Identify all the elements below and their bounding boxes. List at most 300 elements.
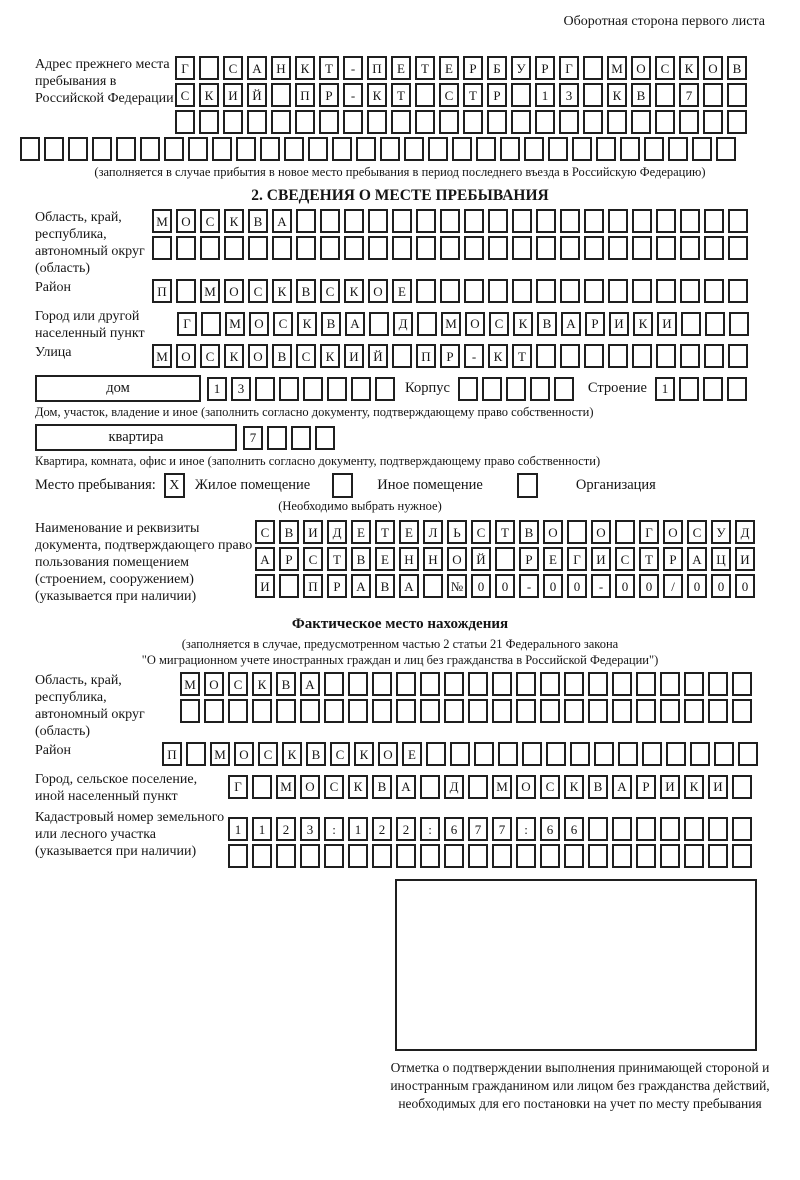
char-cell (260, 137, 280, 161)
char-cell (415, 110, 435, 134)
city-row (177, 312, 749, 336)
apartment-block (35, 424, 765, 451)
actual-city-block (35, 771, 765, 805)
char-cell: 6 (540, 817, 560, 841)
char-cell: П (416, 344, 436, 368)
actual-location-title: Фактическое место нахождения (291, 616, 509, 632)
stay-note: (Необходимо выбрать нужное) (278, 499, 442, 513)
char-cell (570, 742, 590, 766)
char-cell: С (248, 279, 268, 303)
char-cell (584, 344, 604, 368)
char-cell (164, 137, 184, 161)
char-cell: М (225, 312, 245, 336)
actual-region-label: Область, край, республика, автономный округ (область) (35, 673, 145, 739)
stay-option-label-other: Иное помещение (377, 477, 483, 493)
char-cell: И (609, 312, 629, 336)
char-cell: - (519, 574, 539, 598)
char-cell: 1 (228, 817, 248, 841)
char-cell (642, 742, 662, 766)
char-cell (620, 137, 640, 161)
char-cell: У (711, 520, 731, 544)
char-cell (660, 699, 680, 723)
char-cell (255, 377, 275, 401)
char-cell: С (273, 312, 293, 336)
char-cell (271, 83, 291, 107)
char-cell: С (200, 209, 220, 233)
char-cell: 7 (243, 426, 263, 450)
char-cell: 0 (687, 574, 707, 598)
char-cell (608, 279, 628, 303)
stay-option-checkbox-other (332, 473, 353, 498)
char-cell (560, 209, 580, 233)
char-cell (615, 520, 635, 544)
apartment-box-label: квартира (35, 424, 237, 451)
char-cell (327, 377, 347, 401)
char-cell (703, 377, 723, 401)
char-cell (546, 742, 566, 766)
char-cell (420, 775, 440, 799)
char-cell (300, 844, 320, 868)
char-cell (428, 137, 448, 161)
char-cell: 6 (444, 817, 464, 841)
char-cell: М (200, 279, 220, 303)
char-cell (44, 137, 64, 161)
char-cell (464, 236, 484, 260)
char-cell: Е (439, 56, 459, 80)
char-cell (506, 377, 526, 401)
section2-title: 2. СВЕДЕНИЯ О МЕСТЕ ПРЕБЫВАНИЯ (251, 187, 549, 204)
char-cell (416, 209, 436, 233)
char-cell (608, 236, 628, 260)
char-cell (201, 312, 221, 336)
char-cell (279, 574, 299, 598)
char-cell (380, 137, 400, 161)
char-cell: Г (177, 312, 197, 336)
char-cell: О (703, 56, 723, 80)
char-cell: Т (391, 83, 411, 107)
prev-address-note: (заполняется в случае прибытия в новое место пребывания в период последнего въезда в Российскую Федерацию) (94, 165, 706, 179)
actual-district-label: Район (35, 743, 71, 758)
cadastre-row-2 (228, 844, 752, 868)
char-cell (416, 236, 436, 260)
char-cell (632, 209, 652, 233)
char-cell (247, 110, 267, 134)
char-cell (228, 699, 248, 723)
char-cell (199, 110, 219, 134)
char-cell (212, 137, 232, 161)
char-cell: Д (735, 520, 755, 544)
char-cell: С (258, 742, 278, 766)
char-cell (536, 236, 556, 260)
char-cell: 7 (468, 817, 488, 841)
char-cell (476, 137, 496, 161)
char-cell (708, 817, 728, 841)
char-cell: М (180, 672, 200, 696)
char-cell (348, 699, 368, 723)
char-cell: 0 (495, 574, 515, 598)
char-cell: Г (559, 56, 579, 80)
char-cell: Р (535, 56, 555, 80)
char-cell (369, 312, 389, 336)
char-cell (564, 844, 584, 868)
char-cell: М (152, 344, 172, 368)
char-cell (636, 844, 656, 868)
char-cell (223, 110, 243, 134)
char-cell (344, 236, 364, 260)
char-cell (727, 110, 747, 134)
actual-district-row (162, 742, 758, 766)
region-block (35, 209, 765, 277)
document-row-3 (255, 574, 755, 598)
char-cell (417, 312, 437, 336)
char-cell: В (727, 56, 747, 80)
char-cell (372, 844, 392, 868)
char-cell (560, 236, 580, 260)
city-block (35, 308, 765, 342)
char-cell (272, 236, 292, 260)
char-cell: Р (663, 547, 683, 571)
char-cell (607, 110, 627, 134)
char-cell (324, 844, 344, 868)
char-cell: 0 (711, 574, 731, 598)
char-cell: 3 (231, 377, 251, 401)
char-cell (511, 110, 531, 134)
char-cell (392, 209, 412, 233)
char-cell (492, 844, 512, 868)
char-cell (732, 844, 752, 868)
char-cell (324, 699, 344, 723)
char-cell (728, 344, 748, 368)
char-cell: С (228, 672, 248, 696)
char-cell: К (224, 344, 244, 368)
char-cell (474, 742, 494, 766)
char-cell (228, 844, 248, 868)
char-cell: О (447, 547, 467, 571)
document-row-1 (255, 520, 755, 544)
prev-address-label: Адрес прежнего места пребывания в Российской Федерации (35, 57, 174, 106)
char-cell: К (320, 344, 340, 368)
char-cell (708, 699, 728, 723)
char-cell (536, 344, 556, 368)
char-cell: А (272, 209, 292, 233)
char-cell: О (543, 520, 563, 544)
char-cell: И (344, 344, 364, 368)
prev-address-block (35, 56, 765, 137)
char-cell (291, 426, 311, 450)
char-cell: С (655, 56, 675, 80)
char-cell: В (588, 775, 608, 799)
char-cell (188, 137, 208, 161)
char-cell (656, 344, 676, 368)
char-cell: Ь (447, 520, 467, 544)
char-cell (612, 672, 632, 696)
char-cell: Т (319, 56, 339, 80)
char-cell (444, 699, 464, 723)
char-cell (636, 699, 656, 723)
char-cell: А (612, 775, 632, 799)
cadastre-row-1 (228, 817, 752, 841)
char-cell (632, 279, 652, 303)
char-cell: И (660, 775, 680, 799)
char-cell (727, 377, 747, 401)
char-cell: В (519, 520, 539, 544)
char-cell: 2 (396, 817, 416, 841)
char-cell: Р (463, 56, 483, 80)
char-cell (583, 110, 603, 134)
document-row-2 (255, 547, 755, 571)
char-cell: Р (279, 547, 299, 571)
char-cell (708, 672, 728, 696)
corner-note: Оборотная сторона первого листа (563, 14, 765, 29)
char-cell: 1 (252, 817, 272, 841)
stamp-caption: Отметка о подтверждении выполнения принимающей стороной и иностранным гражданином или лицом без гражданства действий, необходимых для его постановки на учет по месту пребывания (390, 1060, 770, 1111)
char-cell (320, 209, 340, 233)
district-label: Район (35, 280, 71, 295)
char-cell (296, 209, 316, 233)
char-cell (536, 209, 556, 233)
char-cell (284, 137, 304, 161)
char-cell (588, 699, 608, 723)
char-cell (392, 236, 412, 260)
char-cell: О (368, 279, 388, 303)
char-cell (308, 137, 328, 161)
stamp-box (395, 879, 757, 1051)
char-cell (236, 137, 256, 161)
char-cell (303, 377, 323, 401)
char-cell (420, 699, 440, 723)
actual-region-block (35, 672, 765, 740)
char-cell (444, 672, 464, 696)
char-cell (320, 236, 340, 260)
char-cell (535, 110, 555, 134)
char-cell (356, 137, 376, 161)
char-cell (468, 699, 488, 723)
char-cell (516, 672, 536, 696)
char-cell (522, 742, 542, 766)
char-cell (680, 236, 700, 260)
char-cell (660, 817, 680, 841)
char-cell: 0 (471, 574, 491, 598)
apartment-note: Квартира, комната, офис и иное (заполнить согласно документу, подтверждающему право собственности) (35, 454, 601, 468)
char-cell (492, 699, 512, 723)
char-cell: К (272, 279, 292, 303)
street-row (152, 344, 748, 368)
char-cell (732, 775, 752, 799)
char-cell: К (348, 775, 368, 799)
char-cell: Р (519, 547, 539, 571)
char-cell: 0 (639, 574, 659, 598)
char-cell (488, 279, 508, 303)
char-cell: О (224, 279, 244, 303)
char-cell (439, 110, 459, 134)
char-cell (728, 236, 748, 260)
char-cell: 3 (300, 817, 320, 841)
char-cell (631, 110, 651, 134)
char-cell (224, 236, 244, 260)
stay-option-label-organization: Организация (575, 477, 656, 493)
char-cell (636, 817, 656, 841)
char-cell (152, 236, 172, 260)
char-cell: О (176, 344, 196, 368)
char-cell (632, 344, 652, 368)
char-cell: : (516, 817, 536, 841)
char-cell: 1 (655, 377, 675, 401)
char-cell (727, 83, 747, 107)
char-cell (705, 312, 725, 336)
char-cell (344, 209, 364, 233)
document-label: Наименование и реквизиты документа, подтверждающего право пользования помещением (строением, сооружением) (указывается при наличии) (35, 521, 253, 604)
char-cell (368, 209, 388, 233)
char-cell (703, 83, 723, 107)
char-cell (540, 844, 560, 868)
prev-address-row-1 (175, 56, 747, 80)
char-cell (679, 110, 699, 134)
char-cell: / (663, 574, 683, 598)
char-cell (516, 699, 536, 723)
char-cell (632, 236, 652, 260)
char-cell (583, 56, 603, 80)
char-cell (703, 110, 723, 134)
char-cell: В (276, 672, 296, 696)
char-cell (684, 844, 704, 868)
char-cell (68, 137, 88, 161)
char-cell: Г (228, 775, 248, 799)
char-cell (560, 279, 580, 303)
char-cell (415, 83, 435, 107)
char-cell: Т (463, 83, 483, 107)
char-cell: Ц (711, 547, 731, 571)
char-cell: Й (471, 547, 491, 571)
char-cell: Р (487, 83, 507, 107)
char-cell (488, 236, 508, 260)
char-cell: 7 (492, 817, 512, 841)
char-cell: Г (567, 547, 587, 571)
char-cell: 1 (207, 377, 227, 401)
actual-location-note-2: "О миграционном учете иностранных граждан и лиц без гражданства в Российской Федерации") (141, 653, 659, 667)
char-cell (396, 844, 416, 868)
char-cell: К (199, 83, 219, 107)
char-cell (351, 377, 371, 401)
char-cell: О (248, 344, 268, 368)
char-cell: У (511, 56, 531, 80)
region-row-1 (152, 209, 748, 233)
char-cell: 1 (348, 817, 368, 841)
char-cell (612, 844, 632, 868)
char-cell (375, 377, 395, 401)
char-cell (572, 137, 592, 161)
char-cell: В (248, 209, 268, 233)
char-cell: А (247, 56, 267, 80)
char-cell (300, 699, 320, 723)
char-cell: П (367, 56, 387, 80)
char-cell (492, 672, 512, 696)
house-block (35, 375, 765, 402)
char-cell (252, 844, 272, 868)
char-cell: Д (393, 312, 413, 336)
char-cell (343, 110, 363, 134)
char-cell (530, 377, 550, 401)
char-cell (495, 547, 515, 571)
char-cell: М (210, 742, 230, 766)
char-cell: А (687, 547, 707, 571)
char-cell: И (657, 312, 677, 336)
char-cell: Р (319, 83, 339, 107)
char-cell: Т (495, 520, 515, 544)
char-cell (588, 817, 608, 841)
char-cell (656, 236, 676, 260)
char-cell (679, 377, 699, 401)
char-cell: И (303, 520, 323, 544)
char-cell (296, 236, 316, 260)
char-cell: Т (639, 547, 659, 571)
char-cell (618, 742, 638, 766)
char-cell (728, 209, 748, 233)
char-cell (420, 672, 440, 696)
char-cell: 7 (679, 83, 699, 107)
char-cell: Е (402, 742, 422, 766)
char-cell (199, 56, 219, 80)
char-cell (512, 279, 532, 303)
char-cell: - (343, 83, 363, 107)
char-cell: А (396, 775, 416, 799)
char-cell: К (224, 209, 244, 233)
char-cell: Й (368, 344, 388, 368)
char-cell: С (320, 279, 340, 303)
char-cell (200, 236, 220, 260)
char-cell: О (631, 56, 651, 80)
char-cell: - (343, 56, 363, 80)
char-cell: К (297, 312, 317, 336)
char-cell (367, 110, 387, 134)
stroenie-row (655, 377, 747, 401)
char-cell (656, 209, 676, 233)
char-cell: Р (636, 775, 656, 799)
char-cell (728, 279, 748, 303)
char-cell: Б (487, 56, 507, 80)
char-cell: К (295, 56, 315, 80)
char-cell: К (354, 742, 374, 766)
char-cell: С (687, 520, 707, 544)
stay-type-block (35, 473, 765, 498)
char-cell (684, 672, 704, 696)
char-cell: Р (585, 312, 605, 336)
char-cell (666, 742, 686, 766)
cadastre-label: Кадастровый номер земельного или лесного участка (указывается при наличии) (35, 810, 225, 859)
char-cell (660, 844, 680, 868)
char-cell (554, 377, 574, 401)
char-cell: С (223, 56, 243, 80)
char-cell (319, 110, 339, 134)
char-cell: И (591, 547, 611, 571)
char-cell (392, 344, 412, 368)
char-cell (732, 672, 752, 696)
char-cell (372, 699, 392, 723)
char-cell (655, 83, 675, 107)
char-cell (584, 209, 604, 233)
char-cell: О (176, 209, 196, 233)
char-cell: О (204, 672, 224, 696)
char-cell: К (679, 56, 699, 80)
char-cell: Е (351, 520, 371, 544)
char-cell: : (420, 817, 440, 841)
char-cell (540, 672, 560, 696)
char-cell (252, 699, 272, 723)
char-cell (444, 844, 464, 868)
char-cell (396, 672, 416, 696)
district-block (35, 279, 765, 306)
char-cell (267, 426, 287, 450)
char-cell (564, 699, 584, 723)
